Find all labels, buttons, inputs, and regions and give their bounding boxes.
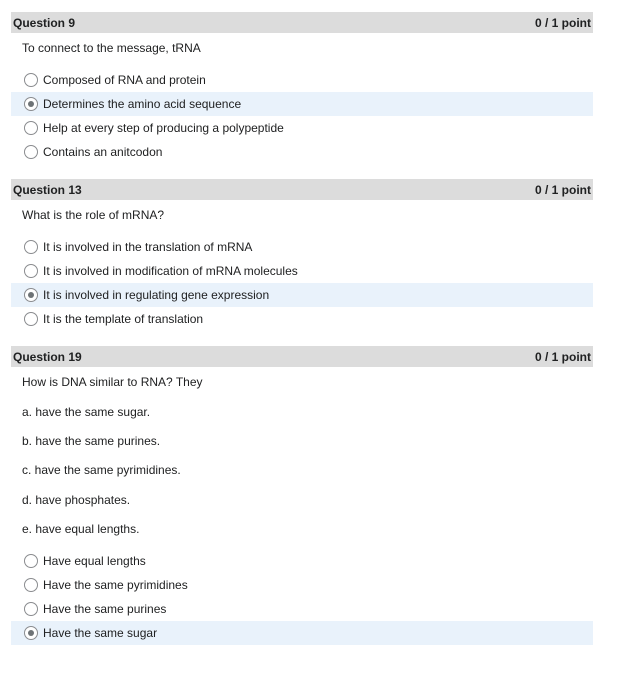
answer-option[interactable] [11, 307, 593, 331]
radio-button[interactable] [24, 73, 38, 87]
question-header [11, 179, 593, 200]
radio-button[interactable] [24, 240, 38, 254]
question-title: Question 19 [13, 349, 82, 364]
answer-option[interactable] [11, 235, 593, 259]
option-label: It is involved in regulating gene expression [43, 288, 270, 302]
question-title: Question 9 [13, 15, 76, 30]
question-score: 0 / 1 point [534, 349, 591, 364]
option-label: Determines the amino acid sequence [43, 97, 242, 111]
radio-dot [28, 630, 34, 636]
option-label: Help at every step of producing a polypeptide [43, 121, 284, 135]
choice-text: c. have the same pyrimidines. [22, 463, 181, 477]
option-label: Contains an anitcodon [43, 145, 163, 159]
radio-button[interactable] [24, 145, 38, 159]
answer-option[interactable] [11, 549, 593, 573]
option-label: It is involved in modification of mRNA molecules [43, 264, 298, 278]
answer-option[interactable] [11, 259, 593, 283]
answer-options [11, 68, 593, 164]
answer-options [11, 235, 593, 331]
option-label: Have the same purines [43, 602, 167, 616]
question-header [11, 12, 593, 33]
radio-button[interactable] [24, 312, 38, 326]
question-prompt: What is the role of mRNA? [22, 208, 165, 222]
answer-option[interactable] [11, 621, 593, 645]
radio-button[interactable] [24, 578, 38, 592]
answer-option[interactable] [11, 68, 593, 92]
radio-dot [28, 292, 34, 298]
radio-button[interactable] [24, 97, 38, 111]
answer-option[interactable] [11, 573, 593, 597]
choice-text: e. have equal lengths. [22, 522, 140, 536]
question-9 [11, 12, 593, 159]
radio-button[interactable] [24, 602, 38, 616]
option-label: Have the same sugar [43, 626, 158, 640]
answer-options [11, 549, 593, 645]
radio-button[interactable] [24, 626, 38, 640]
option-label: Have the same pyrimidines [43, 578, 188, 592]
question-score: 0 / 1 point [534, 182, 591, 197]
radio-button[interactable] [24, 554, 38, 568]
radio-button[interactable] [24, 288, 38, 302]
radio-button[interactable] [24, 264, 38, 278]
question-score: 0 / 1 point [534, 15, 591, 30]
option-label: It is the template of translation [43, 312, 204, 326]
answer-option[interactable] [11, 597, 593, 621]
radio-button[interactable] [24, 121, 38, 135]
answer-option[interactable] [11, 283, 593, 307]
question-prompt: To connect to the message, tRNA [22, 41, 201, 55]
question-header [11, 346, 593, 367]
choice-text: d. have phosphates. [22, 493, 131, 507]
question-title: Question 13 [13, 182, 82, 197]
question-13 [11, 179, 593, 326]
choice-text: a. have the same sugar. [22, 405, 151, 419]
answer-option[interactable] [11, 92, 593, 116]
option-label: Composed of RNA and protein [43, 73, 206, 87]
question-prompt: How is DNA similar to RNA? They [22, 375, 203, 389]
choice-text: b. have the same purines. [22, 434, 161, 448]
answer-option[interactable] [11, 116, 593, 140]
question-19 [11, 346, 593, 640]
option-label: It is involved in the translation of mRNA [43, 240, 253, 254]
answer-option[interactable] [11, 140, 593, 164]
option-label: Have equal lengths [43, 554, 146, 568]
radio-dot [28, 101, 34, 107]
